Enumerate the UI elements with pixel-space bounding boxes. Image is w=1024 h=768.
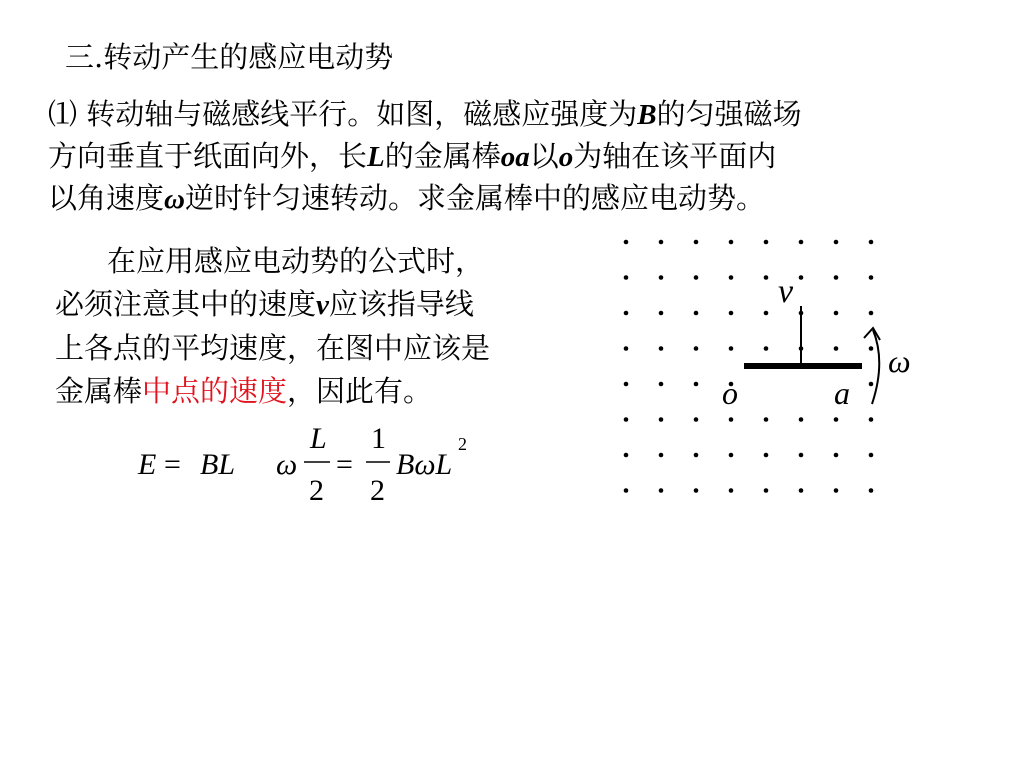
field-dot (834, 346, 839, 351)
field-dot (869, 346, 874, 351)
field-dot (869, 488, 874, 493)
field-dot (799, 488, 804, 493)
var-o: o (558, 141, 574, 173)
field-dot (694, 346, 699, 351)
label-v: v (778, 273, 794, 310)
field-dot (869, 275, 874, 280)
explanation-line-2 (55, 283, 595, 327)
rotating-rod-diagram (610, 232, 911, 504)
field-dot (729, 453, 734, 458)
problem-text: 逆时针匀速转动。求金属棒中的感应电动势。 (185, 181, 766, 215)
problem-line-3 (48, 178, 948, 220)
highlighted-text: 中点的速度 (142, 374, 288, 408)
field-dot (624, 417, 629, 422)
field-dot (764, 346, 769, 351)
field-dot (764, 417, 769, 422)
field-dot (624, 453, 629, 458)
field-dot (694, 488, 699, 493)
field-dot (729, 417, 734, 422)
explanation-line-4 (55, 370, 595, 413)
field-dot (799, 417, 804, 422)
field-dot (799, 240, 804, 245)
problem-statement (48, 94, 948, 220)
field-dot (659, 346, 664, 351)
field-dot (694, 275, 699, 280)
explanation (55, 240, 595, 413)
explanation-line-1: 在应用感应电动势的公式时， (107, 244, 485, 278)
formula-frac1-num: L (310, 422, 327, 455)
field-dot (694, 382, 699, 387)
rotation-arrowhead (864, 328, 880, 340)
field-dot (764, 453, 769, 458)
field-dot (869, 417, 874, 422)
field-dot (729, 311, 734, 316)
problem-text: 的金属棒 (384, 139, 501, 173)
field-dot (659, 453, 664, 458)
field-dot (834, 240, 839, 245)
var-B: B (637, 99, 657, 131)
field-dot (729, 346, 734, 351)
formula-E: E (138, 448, 157, 481)
field-dot (659, 240, 664, 245)
field-dot (624, 311, 629, 316)
field-dot (764, 240, 769, 245)
problem-text: 的匀强磁场 (656, 97, 802, 131)
field-dot (659, 311, 664, 316)
field-dot (659, 417, 664, 422)
problem-text: 为轴在该平面内 (573, 139, 777, 173)
field-dot (624, 275, 629, 280)
var-v: v (316, 289, 329, 321)
field-dot (869, 382, 874, 387)
field-dot (799, 453, 804, 458)
field-dot (729, 240, 734, 245)
field-dot (729, 275, 734, 280)
field-dot (869, 453, 874, 458)
field-dot (834, 275, 839, 280)
field-dot (764, 275, 769, 280)
field-dot (834, 311, 839, 316)
label-a: a (834, 375, 850, 411)
formula-BL: BL (200, 448, 236, 481)
var-L: L (367, 141, 385, 173)
explanation-line-3: 上各点的平均速度，在图中应该是 (55, 331, 491, 365)
field-dot (834, 453, 839, 458)
field-dot (659, 382, 664, 387)
formula-BomegaL: BωL (396, 448, 453, 481)
field-dot (694, 417, 699, 422)
slide-title: 三.转动产生的感应电动势 (65, 40, 394, 74)
field-dot (694, 453, 699, 458)
field-dot (834, 488, 839, 493)
field-dot (624, 346, 629, 351)
problem-text: 以角速度 (48, 181, 165, 215)
label-o: o (722, 375, 738, 411)
field-dot (624, 488, 629, 493)
formula-equals: = (164, 448, 181, 481)
var-oa: oa (500, 141, 530, 173)
field-dot (694, 240, 699, 245)
problem-text: 以 (529, 139, 559, 173)
explanation-text: 应该指导线 (328, 287, 474, 321)
field-dot (799, 275, 804, 280)
formula-frac2-num: 1 (371, 422, 386, 455)
formula-exponent: 2 (458, 434, 467, 454)
field-dot (624, 382, 629, 387)
field-dot (834, 417, 839, 422)
emf-formula (138, 418, 488, 508)
field-dot (869, 311, 874, 316)
problem-text: ⑴ 转动轴与磁感线平行。如图，磁感应强度为 (48, 97, 638, 131)
field-dot (659, 275, 664, 280)
formula-frac2-den: 2 (370, 474, 385, 507)
explanation-text: ，因此有。 (287, 374, 433, 408)
formula-omega: ω (276, 448, 298, 481)
field-dot (659, 488, 664, 493)
field-dot (624, 240, 629, 245)
formula-equals: = (336, 448, 353, 481)
formula-frac1-den: 2 (309, 474, 324, 507)
field-dot (729, 488, 734, 493)
field-dot (869, 240, 874, 245)
field-dot (694, 311, 699, 316)
problem-line-2 (48, 136, 948, 178)
field-dot (764, 488, 769, 493)
problem-text: 方向垂直于纸面向外，长 (48, 139, 368, 173)
problem-line-1 (48, 94, 948, 136)
rotation-arrow (872, 330, 879, 404)
explanation-text: 必须注意其中的速度 (55, 287, 317, 321)
var-omega: ω (164, 183, 185, 215)
field-dot (764, 311, 769, 316)
explanation-text: 金属棒 (55, 374, 143, 408)
label-omega: ω (888, 343, 911, 379)
